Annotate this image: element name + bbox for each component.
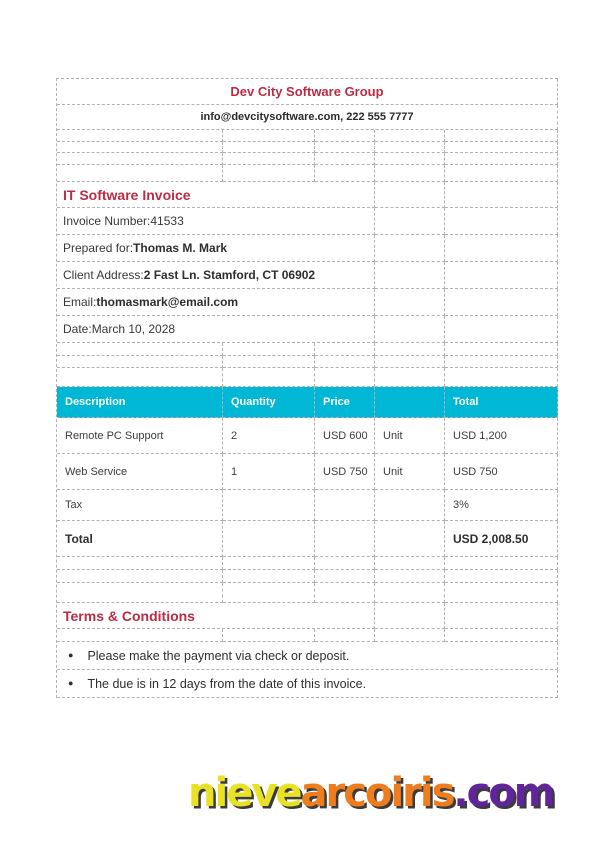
item-price: USD 600: [315, 418, 375, 454]
empty-row: [57, 583, 558, 603]
prepared-for: [57, 235, 375, 262]
empty-cell: [57, 629, 223, 642]
empty-cell: [315, 583, 375, 603]
empty-cell: [375, 165, 445, 182]
tax-value: 3%: [445, 490, 558, 521]
item-quantity: 2: [223, 418, 315, 454]
item-price: USD 750: [315, 454, 375, 490]
empty-cell: [445, 557, 558, 570]
empty-cell: [375, 583, 445, 603]
detail-label: Prepared for:: [63, 241, 134, 255]
empty-cell: [315, 130, 375, 142]
empty-row: [57, 343, 558, 356]
empty-cell: [445, 570, 558, 583]
empty-cell: [445, 289, 558, 316]
empty-cell: [57, 343, 223, 356]
detail-row-invoice-number: [57, 208, 558, 235]
empty-cell: [375, 629, 445, 642]
empty-cell: [57, 130, 223, 142]
detail-value: 2 Fast Ln. Stamford, CT 06902: [143, 268, 316, 282]
empty-cell: [315, 356, 375, 368]
terms-bullet-text: Please make the payment via check or deposit.: [87, 648, 350, 663]
detail-value: 41533: [150, 214, 184, 228]
empty-cell: [57, 368, 223, 387]
empty-cell: [375, 208, 445, 235]
watermark-part-com: .com: [453, 770, 554, 816]
empty-cell: [375, 368, 445, 387]
invoice-number: [57, 208, 375, 235]
watermark-part-arcoiris: arcoiris: [300, 770, 454, 816]
empty-cell: [445, 603, 558, 629]
header-total: Total: [445, 387, 558, 418]
header-price: Price: [315, 387, 375, 418]
terms-bullet-1: [57, 642, 558, 670]
item-quantity: 1: [223, 454, 315, 490]
empty-cell: [445, 583, 558, 603]
empty-cell: [445, 130, 558, 142]
empty-cell: [223, 583, 315, 603]
empty-cell: [57, 142, 223, 153]
empty-cell: [375, 343, 445, 356]
empty-cell: [375, 356, 445, 368]
empty-cell: [445, 235, 558, 262]
header-unit: [375, 387, 445, 418]
empty-cell: [315, 165, 375, 182]
terms-bullet-2: [57, 670, 558, 698]
empty-cell: [375, 142, 445, 153]
empty-cell: [375, 182, 445, 208]
empty-cell: [57, 570, 223, 583]
empty-cell: [315, 629, 375, 642]
empty-cell: [445, 316, 558, 343]
client-address: [57, 262, 375, 289]
item-description: Remote PC Support: [57, 418, 223, 454]
grand-total-value: USD 2,008.50: [445, 521, 558, 557]
bullet-icon: ●: [68, 650, 74, 660]
item-unit: [375, 490, 445, 521]
client-email: [57, 289, 375, 316]
empty-cell: [57, 583, 223, 603]
empty-cell: [315, 557, 375, 570]
empty-cell: [445, 153, 558, 165]
detail-row-date: [57, 316, 558, 343]
empty-cell: [315, 142, 375, 153]
empty-cell: [223, 356, 315, 368]
empty-cell: [375, 235, 445, 262]
empty-cell: [223, 521, 315, 557]
terms-bullet-row: [57, 670, 558, 698]
company-name-row: [57, 79, 558, 105]
empty-cell: [375, 316, 445, 343]
empty-cell: [223, 557, 315, 570]
empty-cell: [375, 130, 445, 142]
watermark-nievearcoiris: [188, 771, 553, 815]
empty-cell: [375, 557, 445, 570]
company-name: Dev City Software Group: [57, 79, 558, 105]
empty-cell: [315, 153, 375, 165]
empty-row: [57, 130, 558, 142]
empty-row: [57, 368, 558, 387]
empty-cell: [445, 208, 558, 235]
header-description: Description: [57, 387, 223, 418]
detail-label: Client Address:: [63, 268, 144, 282]
empty-cell: [223, 165, 315, 182]
detail-label: Invoice Number:: [63, 214, 151, 228]
company-contact-row: [57, 105, 558, 130]
detail-label: Email:: [63, 295, 97, 309]
invoice-date: [57, 316, 375, 343]
empty-row: [57, 165, 558, 182]
empty-cell: [223, 368, 315, 387]
detail-row-email: [57, 289, 558, 316]
empty-cell: [223, 130, 315, 142]
detail-value: Thomas M. Mark: [133, 241, 228, 255]
item-description: Tax: [57, 490, 223, 521]
empty-cell: [223, 570, 315, 583]
terms-bullet-text: The due is in 12 days from the date of this invoice.: [87, 676, 367, 691]
item-unit: Unit: [375, 418, 445, 454]
empty-cell: [57, 557, 223, 570]
empty-cell: [57, 165, 223, 182]
terms-title: Terms & Conditions: [57, 603, 375, 629]
invoice-title: IT Software Invoice: [57, 182, 375, 208]
empty-row: [57, 142, 558, 153]
header-quantity: Quantity: [223, 387, 315, 418]
item-unit: Unit: [375, 454, 445, 490]
empty-cell: [445, 165, 558, 182]
empty-cell: [375, 262, 445, 289]
empty-cell: [57, 153, 223, 165]
empty-cell: [223, 629, 315, 642]
empty-row: [57, 570, 558, 583]
terms-title-row: [57, 603, 558, 629]
empty-cell: [375, 603, 445, 629]
item-quantity: [223, 490, 315, 521]
empty-cell: [223, 343, 315, 356]
watermark-part-nieve: nieve: [188, 770, 301, 816]
detail-value: March 10, 2028: [91, 322, 176, 336]
item-total: USD 750: [445, 454, 558, 490]
item-description: Web Service: [57, 454, 223, 490]
empty-cell: [375, 521, 445, 557]
empty-cell: [445, 356, 558, 368]
empty-cell: [445, 368, 558, 387]
empty-cell: [223, 142, 315, 153]
empty-cell: [315, 343, 375, 356]
empty-cell: [445, 182, 558, 208]
terms-bullet-row: [57, 642, 558, 670]
detail-value: thomasmark@email.com: [96, 295, 239, 309]
empty-cell: [223, 153, 315, 165]
empty-row: [57, 629, 558, 642]
detail-row-prepared-for: [57, 235, 558, 262]
item-row: [57, 418, 558, 454]
empty-cell: [315, 368, 375, 387]
detail-row-client-address: [57, 262, 558, 289]
company-contact: info@devcitysoftware.com, 222 555 7777: [57, 105, 558, 130]
empty-row: [57, 153, 558, 165]
empty-cell: [445, 343, 558, 356]
empty-row: [57, 356, 558, 368]
detail-label: Date:: [63, 322, 92, 336]
empty-cell: [315, 521, 375, 557]
empty-cell: [57, 356, 223, 368]
empty-cell: [445, 262, 558, 289]
grand-total-row: [57, 521, 558, 557]
empty-cell: [375, 153, 445, 165]
item-row: [57, 454, 558, 490]
empty-cell: [375, 289, 445, 316]
empty-cell: [445, 629, 558, 642]
item-price: [315, 490, 375, 521]
empty-cell: [375, 570, 445, 583]
empty-cell: [445, 142, 558, 153]
bullet-icon: ●: [68, 678, 74, 688]
invoice-sheet: [56, 78, 558, 698]
empty-row: [57, 557, 558, 570]
items-table-header-row: [57, 387, 558, 418]
item-total: USD 1,200: [445, 418, 558, 454]
empty-cell: [315, 570, 375, 583]
invoice-title-row: [57, 182, 558, 208]
total-label: Total: [57, 521, 223, 557]
tax-row: [57, 490, 558, 521]
